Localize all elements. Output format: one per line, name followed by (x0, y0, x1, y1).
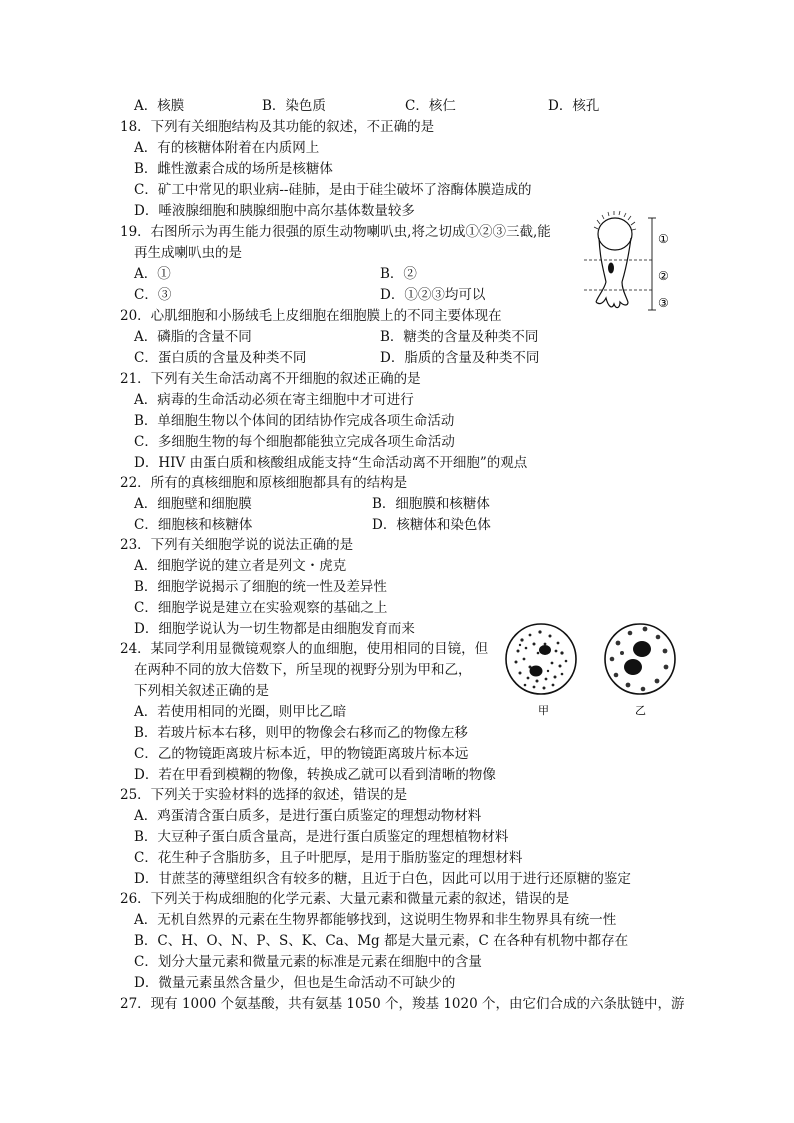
q20-option-b: B．糖类的含量及种类不同 (380, 329, 539, 345)
q20-option-c: C．蛋白质的含量及种类不同 (134, 350, 307, 366)
q20-option-a: A．磷脂的含量不同 (134, 329, 252, 345)
q26-option-a: A．无机自然界的元素在生物界都能够找到，这说明生物界和非生物界具有统一性 (134, 912, 617, 928)
field-yi (605, 624, 675, 717)
q24-option-b: B．若玻片标本右移，则甲的物像会右移而乙的物像左移 (134, 725, 468, 741)
q18-option-c: C．矿工中常见的职业病--硅肺，是由于硅尘破坏了溶酶体膜造成的 (134, 182, 532, 198)
q17-option-b: B．染色质 (262, 98, 326, 114)
q17-option-c: C．核仁 (405, 98, 456, 114)
q19-option-d: D．①②③均可以 (380, 287, 486, 303)
microscope-fields-figure (500, 615, 690, 720)
figure-label-1: ① (658, 232, 669, 246)
q22-stem: 22．所有的真核细胞和原核细胞都具有的结构是 (120, 475, 408, 491)
q19-option-c: C．③ (134, 287, 172, 303)
q23-stem: 23．下列有关细胞学说的说法正确的是 (120, 537, 354, 553)
field-jia-label: 甲 (538, 704, 549, 717)
q26-option-b: B．C、H、O、N、P、S、K、Ca、Mg 都是大量元素，C 在各种有机物中都存在 (134, 933, 629, 949)
q23-option-b: B．细胞学说揭示了细胞的统一性及差异性 (134, 579, 387, 595)
q21-option-b: B．单细胞生物以个体间的团结协作完成各项生命活动 (134, 413, 455, 429)
q21-option-d: D．HIV 由蛋白质和核酸组成能支持“生命活动离不开细胞”的观点 (134, 455, 528, 471)
q25-option-d: D．甘蔗茎的薄壁组织含有较多的糖，且近于白色，因此可以用于进行还原糖的鉴定 (134, 871, 631, 887)
q21-option-a: A．病毒的生命活动必须在寄主细胞中才可进行 (134, 392, 414, 408)
q18-option-d: D．唾液腺细胞和胰腺细胞中高尔基体数量较多 (134, 203, 415, 219)
q22-option-a: A．细胞壁和细胞膜 (134, 496, 252, 512)
field-yi-label: 乙 (635, 704, 646, 717)
q24-stem-line3: 下列相关叙述正确的是 (134, 683, 269, 699)
q22-option-d: D．核糖体和染色体 (372, 517, 491, 533)
q26-option-c: C．划分大量元素和微量元素的标准是元素在细胞中的含量 (134, 954, 482, 970)
figure-label-2: ② (658, 269, 669, 283)
q19-option-b: B．② (380, 266, 417, 282)
q18-option-b: B．雌性激素合成的场所是核糖体 (134, 161, 333, 177)
q24-option-d: D．若在甲看到模糊的物像，转换成乙就可以看到清晰的物像 (134, 767, 496, 783)
q26-stem: 26．下列关于构成细胞的化学元素、大量元素和微量元素的叙述，错误的是 (120, 891, 570, 907)
q23-option-a: A．细胞学说的建立者是列文・虎克 (134, 558, 347, 574)
q19-stem-line2: 再生成喇叭虫的是 (134, 245, 242, 261)
q27-stem: 27．现有 1000 个氨基酸，共有氨基 1050 个，羧基 1020 个，由它们合成的六条肽链中，游 (120, 996, 685, 1012)
q24-option-a: A．若使用相同的光圈，则甲比乙暗 (134, 704, 347, 720)
q21-option-c: C．多细胞生物的每个细胞都能独立完成各项生命活动 (134, 434, 455, 450)
q21-stem: 21．下列有关生命活动离不开细胞的叙述正确的是 (120, 371, 421, 387)
q24-option-c: C．乙的物镜距离玻片标本近，甲的物镜距离玻片标本远 (134, 746, 469, 762)
q26-option-d: D．微量元素虽然含量少，但也是生命活动不可缺少的 (134, 975, 456, 991)
q20-option-d: D．脂质的含量及种类不同 (380, 350, 540, 366)
q23-option-d: D．细胞学说认为一切生物都是由细胞发育而来 (134, 621, 415, 637)
field-jia (506, 624, 576, 717)
q22-option-c: C．细胞核和核糖体 (134, 517, 253, 533)
q22-option-b: B．细胞膜和核糖体 (372, 496, 490, 512)
q18-stem: 18．下列有关细胞结构及其功能的叙述，不正确的是 (120, 119, 435, 135)
q18-option-a: A．有的核糖体附着在内质网上 (134, 140, 320, 156)
figure-label-3: ③ (658, 296, 669, 310)
q24-stem-line1: 24．某同学利用显微镜观察人的血细胞，使用相同的目镜，但 (120, 641, 489, 657)
q24-stem-line2: 在两种不同的放大倍数下，所呈现的视野分别为甲和乙， (134, 662, 472, 678)
q19-option-a: A．① (134, 266, 171, 282)
q20-stem: 20．心肌细胞和小肠绒毛上皮细胞在细胞膜上的不同主要体现在 (120, 308, 502, 324)
trumpet-animal-figure (582, 210, 672, 320)
q23-option-c: C．细胞学说是建立在实验观察的基础之上 (134, 600, 388, 616)
q25-option-a: A．鸡蛋清含蛋白质多，是进行蛋白质鉴定的理想动物材料 (134, 808, 482, 824)
q19-stem-line1: 19．右图所示为再生能力很强的原生动物喇叭虫,将之切成①②③三截,能 (120, 224, 551, 240)
q17-option-a: A．核膜 (134, 98, 185, 114)
q25-option-c: C．花生种子含脂肪多，且子叶肥厚，是用于脂肪鉴定的理想材料 (134, 850, 523, 866)
q25-stem: 25．下列关于实验材料的选择的叙述，错误的是 (120, 787, 408, 803)
q25-option-b: B．大豆种子蛋白质含量高，是进行蛋白质鉴定的理想植物材料 (134, 829, 509, 845)
q17-option-d: D．核孔 (548, 98, 600, 114)
